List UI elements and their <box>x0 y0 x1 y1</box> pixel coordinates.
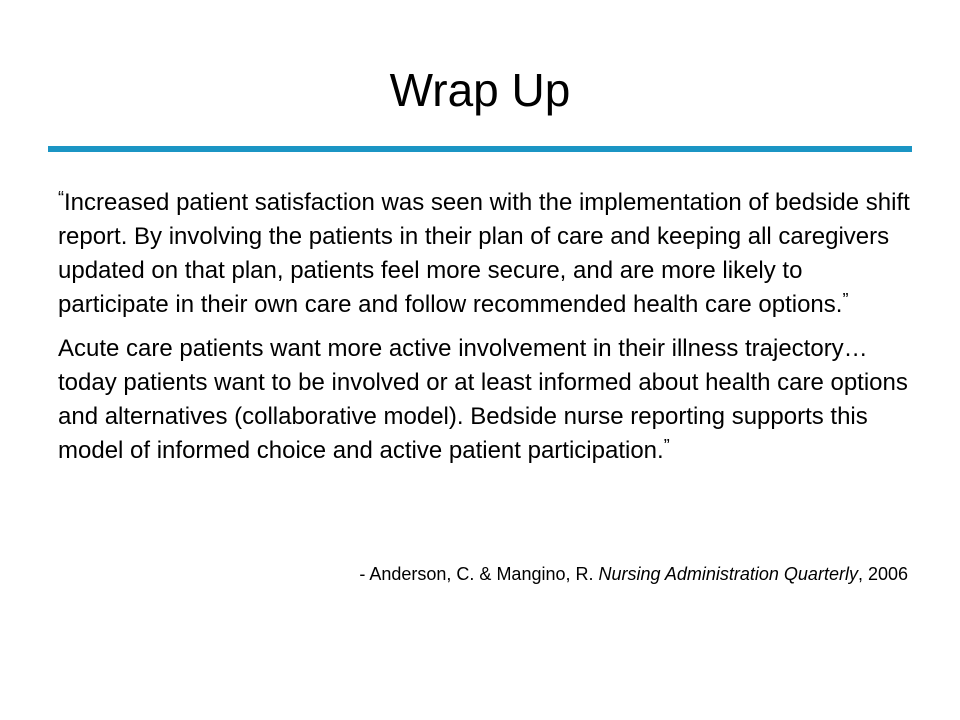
citation <box>0 561 908 587</box>
quote-paragraph-2 <box>58 332 918 468</box>
slide-title: Wrap Up <box>389 64 571 116</box>
quote-paragraph-1 <box>58 186 918 322</box>
title-divider <box>48 146 912 152</box>
close-quote-mark-2: ” <box>663 436 670 456</box>
slide-body <box>58 186 918 478</box>
quote-2-text: Acute care patients want more active involvement in their illness trajectory…today patients want to be involved or at least informed about health care options and alternatives (collaborative model). Bedside nurse reporting supports this model of informed choice and active patient participation. <box>58 335 908 464</box>
close-quote-mark: ” <box>842 290 849 310</box>
citation-authors: - Anderson, C. & Mangino, R. <box>359 564 594 584</box>
citation-journal: Nursing Administration Quarterly <box>598 564 858 584</box>
citation-year: , 2006 <box>857 564 908 584</box>
quote-1-text: Increased patient satisfaction was seen with the implementation of bedside shift report. By involving the patients in their plan of care and keeping all caregivers updated on that plan, patients feel more secure, and are more likely to participate in their own care and follow recommended health care options. <box>58 189 910 318</box>
open-quote-mark: “ <box>58 188 64 208</box>
